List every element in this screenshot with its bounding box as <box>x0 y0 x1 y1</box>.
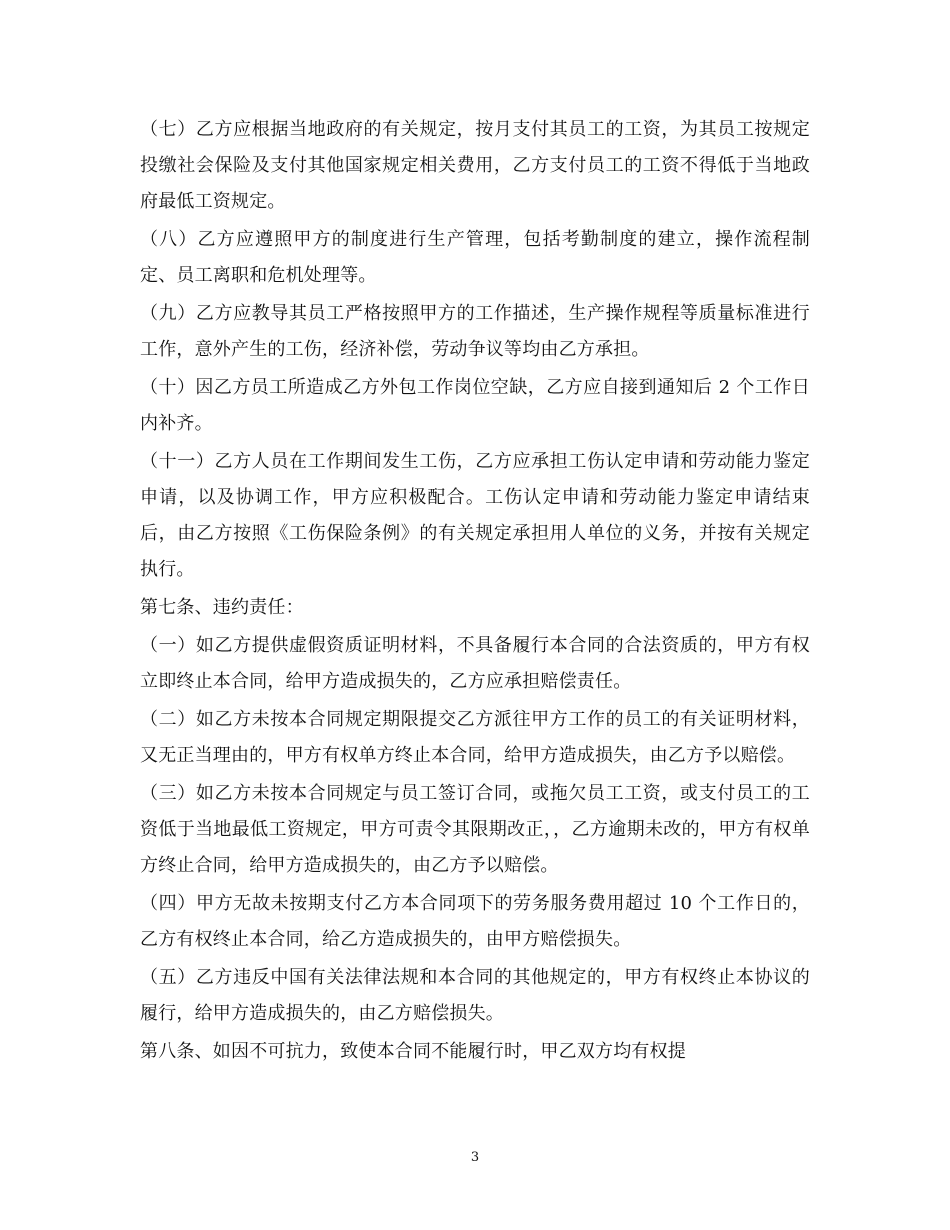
paragraph-clause-9: （九）乙方应教导其员工严格按照甲方的工作描述，生产操作规程等质量标准进行工作，意外产生的工伤，经济补偿，劳动争议等均由乙方承担。 <box>140 303 810 360</box>
paragraph-clause-8: （八）乙方应遵照甲方的制度进行生产管理，包括考勤制度的建立，操作流程制定、员工离职和危机处理等。 <box>140 229 810 286</box>
article-7-heading: 第七条、违约责任： <box>140 597 304 618</box>
paragraph-liability-2: （二）如乙方未按本合同规定期限提交乙方派往甲方工作的员工的有关证明材料，又无正当理由的，甲方有权单方终止本合同，给甲方造成损失，由乙方予以赔偿。 <box>140 709 810 766</box>
paragraph-clause-10: （十）因乙方员工所造成乙方外包工作岗位空缺，乙方应自接到通知后 2 个工作日内补齐。 <box>140 377 810 434</box>
paragraph-liability-1: （一）如乙方提供虚假资质证明材料，不具备履行本合同的合法资质的，甲方有权立即终止本合同，给甲方造成损失的，乙方应承担赔偿责任。 <box>140 635 810 692</box>
paragraph-liability-5: （五）乙方违反中国有关法律法规和本合同的其他规定的，甲方有权终止本协议的履行，给甲方造成损失的，由乙方赔偿损失。 <box>140 967 810 1024</box>
paragraph-clause-7: （七）乙方应根据当地政府的有关规定，按月支付其员工的工资，为其员工按规定投缴社会保险及支付其他国家规定相关费用，乙方支付员工的工资不得低于当地政府最低工资规定。 <box>140 119 810 212</box>
paragraph-liability-4: （四）甲方无故未按期支付乙方本合同项下的劳务服务费用超过 10 个工作日的，乙方有权终止本合同，给乙方造成损失的，由甲方赔偿损失。 <box>140 893 810 950</box>
paragraph-liability-3: （三）如乙方未按本合同规定与员工签订合同，或拖欠员工工资，或支付员工的工资低于当地最低工资规定，甲方可责令其限期改正，，乙方逾期未改的，甲方有权单方终止合同，给甲方造成损失的，由乙方予以赔偿。 <box>140 783 810 876</box>
document-body <box>140 112 810 1072</box>
paragraph-clause-11: （十一）乙方人员在工作期间发生工伤，乙方应承担工伤认定申请和劳动能力鉴定申请，以及协调工作，甲方应积极配合。工伤认定申请和劳动能力鉴定申请结束后，由乙方按照《工伤保险条例》的有关规定承担用人单位的义务，并按有关规定执行。 <box>140 451 810 580</box>
article-8-text: 第八条、如因不可抗力，致使本合同不能履行时，甲乙双方均有权提 <box>140 1041 686 1062</box>
page-number: 3 <box>470 1150 480 1165</box>
